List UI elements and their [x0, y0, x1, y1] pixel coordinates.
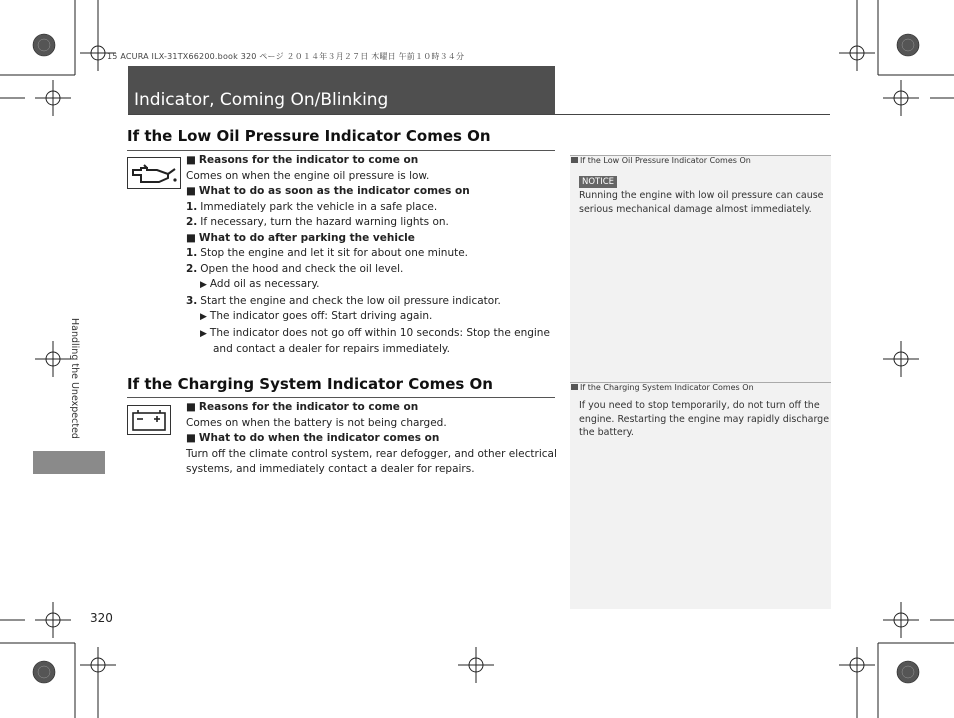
arrow-right-icon: ▶	[200, 312, 207, 322]
note2-body: If you need to stop temporarily, do not turn off the engine. Restarting the engine may rapidly discharge the battery.	[579, 400, 830, 438]
section-rule-charging	[127, 397, 555, 398]
note1-body: Running the engine with low oil pressure can cause serious mechanical damage almost immediately.	[579, 190, 824, 215]
side-tab	[69, 318, 100, 458]
charging-indicator-box	[127, 405, 171, 435]
body-text: Comes on when the engine oil pressure is low.	[186, 169, 430, 182]
sub-item: ▶ The indicator does not go off within 10 seconds: Stop the engine	[200, 326, 550, 339]
step-item: 1. Stop the engine and let it sit for about one minute.	[186, 247, 469, 259]
step-item: 2. If necessary, turn the hazard warning lights on.	[186, 216, 449, 228]
subheading: ■ What to do after parking the vehicle	[186, 231, 415, 244]
arrow-right-icon: ▶	[200, 328, 207, 339]
oil-can-icon	[128, 158, 180, 188]
subheading: ■ What to do as soon as the indicator comes on	[186, 185, 470, 197]
section-title-charging: If the Charging System Indicator Comes On	[127, 375, 493, 393]
sub-item: and contact a dealer for repairs immediately.	[213, 343, 450, 355]
subheading: ■ Reasons for the indicator to come on	[186, 154, 419, 166]
oil-indicator-box	[127, 157, 181, 189]
page-title: Indicator, Coming On/Blinking	[134, 90, 389, 110]
section-title-oil: If the Low Oil Pressure Indicator Comes On	[127, 127, 491, 145]
subheading: ■ Reasons for the indicator to come on	[186, 401, 419, 413]
arrow-right-icon: ▶	[200, 280, 207, 290]
page-number: 320	[90, 611, 113, 625]
step-item: 2. Open the hood and check the oil level.	[186, 262, 404, 275]
header-rule	[128, 114, 830, 115]
print-info-line: 15 ACURA ILX-31TX66200.book 320 ページ ２０１４年３月２７日 木曜日 午前１０時３４分	[107, 52, 465, 61]
square-bullet-icon: ■	[186, 401, 196, 413]
section-rule-oil	[127, 150, 555, 151]
square-bullet-icon: ■	[186, 185, 196, 197]
side-tab-block	[33, 451, 105, 474]
section-body-oil	[186, 153, 550, 358]
body-text: Comes on when the battery is not being charged.	[186, 416, 447, 429]
square-bullet-icon: ■	[186, 154, 196, 166]
reference-icon	[571, 157, 578, 163]
notice-badge: NOTICE	[579, 176, 617, 188]
note1-heading: If the Low Oil Pressure Indicator Comes On	[571, 156, 751, 165]
battery-icon	[128, 406, 170, 434]
step-item: 3. Start the engine and check the low oil pressure indicator.	[186, 294, 501, 307]
sub-item: ▶ Add oil as necessary.	[200, 278, 320, 290]
note2-heading: If the Charging System Indicator Comes On	[571, 383, 754, 392]
body-text: Turn off the climate control system, rear defogger, and other electrical	[186, 447, 557, 460]
square-bullet-icon: ■	[186, 432, 196, 444]
reference-icon	[571, 384, 578, 390]
subheading: ■ What to do when the indicator comes on	[186, 432, 440, 444]
side-tab-label: Handling the Unexpected	[69, 318, 80, 439]
square-bullet-icon: ■	[186, 231, 196, 244]
step-item: 1. Immediately park the vehicle in a safe place.	[186, 200, 438, 213]
body-text: systems, and immediately contact a dealer for repairs.	[186, 463, 475, 475]
sub-item: ▶ The indicator goes off: Start driving again.	[200, 310, 433, 322]
section-body-charging	[186, 400, 557, 478]
